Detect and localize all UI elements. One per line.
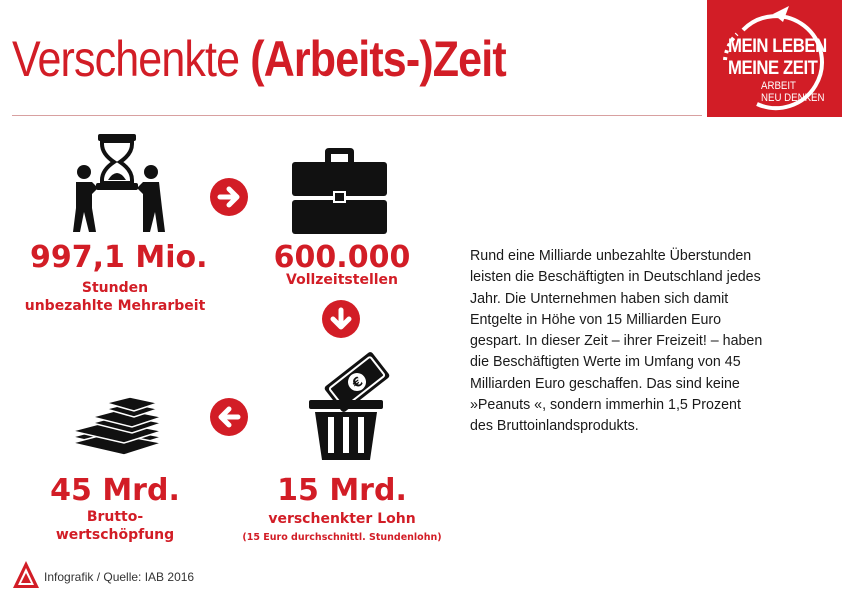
money-stack-icon (70, 393, 165, 458)
stat-hours-label (10, 279, 220, 315)
stat-jobs-label: Vollzeitstellen (286, 272, 398, 288)
title-part-regular: Verschenkte (12, 31, 251, 87)
stat-wages-note: (15 Euro durchschnittl. Stundenlohn) (242, 532, 442, 543)
briefcase-icon (292, 148, 387, 234)
stat-hours-label-line1: Stunden (81, 280, 149, 296)
stat-value-added-label-line2: wertschöpfung (55, 527, 175, 543)
badge-line1: MEIN LEBEN (728, 36, 827, 57)
ig-metall-logo-icon (12, 560, 40, 590)
stat-wages-label: verschenkter Lohn (268, 511, 416, 527)
svg-text:€: € (349, 374, 367, 392)
arrow-left-icon (210, 398, 248, 436)
arrow-down-icon (322, 300, 360, 338)
stat-value-added-label-line1: Brutto- (86, 509, 144, 525)
campaign-badge (707, 0, 842, 117)
badge-sub1: ARBEIT (761, 80, 796, 92)
money-trash-icon (305, 350, 395, 462)
stat-jobs-value: 600.000 (273, 240, 411, 275)
stat-hours-label-line2: unbezahlte Mehrarbeit (24, 298, 206, 314)
description-text: Rund eine Milliarde unbezahlte Überstunden leisten die Beschäftigten in Deutschland jedes Jahr. Die Unternehmen haben sich damit Entgelte in Höhe von 15 Milliarden Euro gespart. In dieser Zeit – ihrer Freizeit! – haben die Beschäftigten Werte im Umfang von 45 Milliarden Euro geschaffen. Das sind keine »Peanuts «, sondern immerhin 1,5 Prozent des Bruttoinlandsprodukts. (470, 247, 763, 435)
arrow-left (210, 398, 248, 436)
arrow-down (322, 300, 360, 338)
arrow-right-icon (210, 178, 248, 216)
source-note: Infografik / Quelle: IAB 2016 (44, 570, 195, 584)
stat-wages-value: 15 Mrd. (277, 473, 407, 508)
hourglass-people-icon (70, 132, 165, 237)
stat-value-added-label (30, 508, 200, 544)
page-title (12, 30, 506, 88)
arrow-right-1 (210, 178, 248, 216)
title-divider (12, 115, 702, 116)
title-part-bold: (Arbeits-)Zeit (250, 31, 506, 87)
stat-hours-value: 997,1 Mio. (30, 240, 208, 275)
badge-sub2: NEU DENKEN (761, 92, 825, 104)
badge-line2: MEINE ZEIT (728, 58, 818, 79)
stat-value-added-value: 45 Mrd. (50, 473, 180, 508)
